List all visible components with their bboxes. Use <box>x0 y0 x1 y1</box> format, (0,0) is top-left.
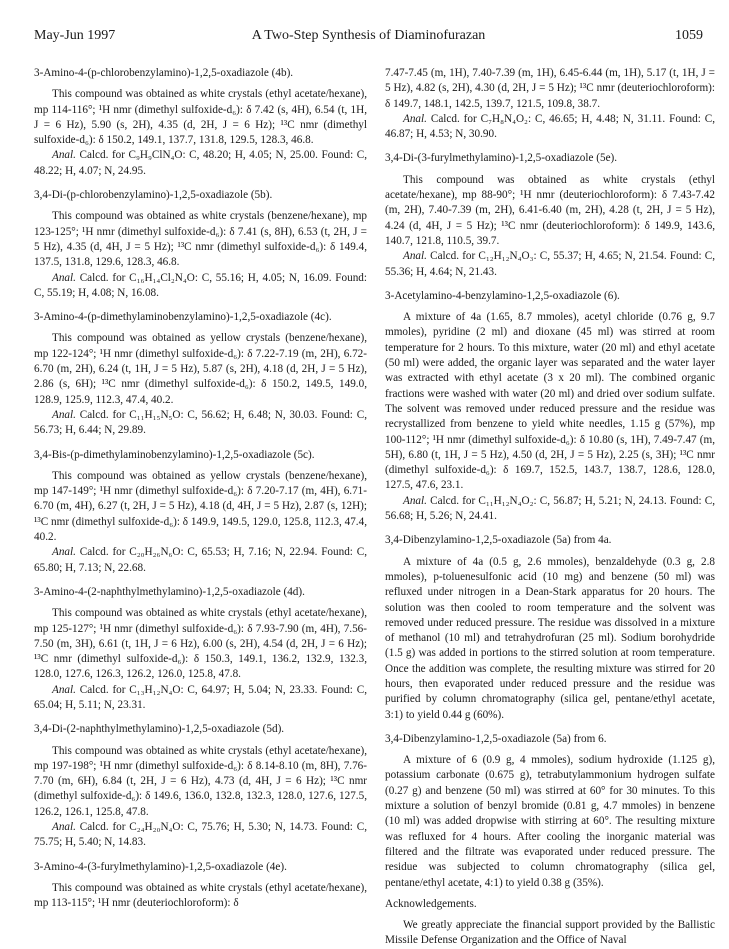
elemental-analysis-4d <box>34 683 367 714</box>
analysis-values: Calcd. for C₁₂H₁₂N₄O₃: C, 55.37; H, 4.65; N, 21.54. Found: C, 55.36; H, 4.64; N, 21.43. <box>385 250 715 278</box>
analysis-values: Calcd. for C₇H₈N₄O₂: C, 46.65; H, 4.48; N, 31.11. Found: C, 46.87; H, 4.53; N, 30.90. <box>385 112 715 141</box>
anal-label: Anal. <box>52 149 76 162</box>
analysis-values: Calcd. for C₂₀H₂₆N₆O: C, 65.53; H, 7.16; N, 22.94. Found: C, 65.80; H, 7.13; N, 22.68. <box>34 546 367 574</box>
anal-label: Anal. <box>403 112 427 125</box>
anal-label: Anal. <box>403 250 427 263</box>
compound-heading-4d: 3-Amino-4-(2-naphthylmethylamino)-1,2,5-oxadiazole (4d). <box>34 585 305 598</box>
analysis-values: Calcd. for C₉H₉ClN₄O: C, 48.20; H, 4.05; N, 25.00. Found: C, 48.22; H, 4.07; N, 24.95. <box>34 149 367 177</box>
compound-heading-6: 3-Acetylamino-4-benzylamino-1,2,5-oxadiazole (6). <box>385 289 620 302</box>
compound-heading-4e: 3-Amino-4-(3-furylmethylamino)-1,2,5-oxadiazole (4e). <box>34 860 287 873</box>
compound-description-4e-continued: 7.47-7.45 (m, 1H), 7.40-7.39 (m, 1H), 6.45-6.44 (m, 1H), 5.17 (t, 1H, J = 5 Hz), 4.82 (s, 2H), 4.30 (d, 2H, J = 5 Hz); ¹³C nmr (deuteriochloroform): δ 149.7, 148.1, 142.5, 139.7, 121.5, 109.8, 38.7. <box>385 67 715 110</box>
compound-heading-4c: 3-Amino-4-(p-dimethylaminobenzylamino)-1,2,5-oxadiazole (4c). <box>34 311 332 324</box>
spacer <box>385 723 715 732</box>
page-number: 1059 <box>675 28 703 43</box>
compound-description-5e: This compound was obtained as white crystals (ethyl acetate/hexane), mp 88-90°; ¹H nmr (deuteriochloroform): δ 7.43-7.42 (m, 2H), 7.40-7.39 (m, 2H), 6.41-6.40 (m, 2H), 4.28 (t, 2H, J = 5 Hz), 4.24 (d, 4H, J = 5 Hz); ¹³C nmr (deuteriochloroform): δ 149.9, 143.6, 140.7, 121.8, 110.5, 39.7. <box>385 173 715 247</box>
procedure-5a-from-4a: A mixture of 4a (0.5 g, 2.6 mmoles), benzaldehyde (0.3 g, 2.8 mmoles), p-toluenesulfonic acid (10 mg) and benzene (50 ml) was refluxed under nitrogen in a Dean-Stark apparatus for 20 hours. The solution was then cooled to room temperature and the solvent was removed under reduced pressure. The residue was dissolved in a mixture of methanol (10 ml) and tetrahydrofuran (25 ml). Sodium borohydride (1.5 g) was added in portions to the stirred solution at room temperature. Once the addition was complete, the resulting mixture was stirred for 20 hours, then evaporated under reduced pressure and the residue was purified by column chromatography (silica gel, pentane/ethyl acetate, 3:1) to yield 0.44 g (60%). <box>385 555 715 721</box>
analysis-values: Calcd. for C₁₃H₁₂N₄O: C, 64.97; H, 5.04; N, 23.33. Found: C, 65.04; H, 5.11; N, 23.31. <box>34 683 367 711</box>
anal-label: Anal. <box>52 408 76 421</box>
compound-description-5b: This compound was obtained as white crystals (benzene/hexane), mp 123-125°; ¹H nmr (dimethyl sulfoxide-d₆): δ 7.41 (s, 8H), 6.53 (t, 2H, J = 5 Hz), 4.35 (d, 4H, J = 5 Hz); ¹³C nmr (dimethyl sulfoxide-d₆): δ 149.4, 137.5, 131.8, 129.6, 128.3, 46.8. <box>34 210 367 269</box>
elemental-analysis-5e <box>385 249 715 280</box>
compound-description-4b: This compound was obtained as white crystals (ethyl acetate/hexane), mp 114-116°; ¹H nmr (dimethyl sulfoxide-d₆): δ 7.42 (s, 4H), 6.54 (t, 1H, J = 6 Hz), 5.90 (s, 2H), 4.35 (d, 2H, J = 6 Hz); ¹³C nmr (dimethyl sulfoxide-d₆): δ 150.2, 149.1, 137.7, 131.8, 129.5, 128.3, 46.8. <box>34 88 367 147</box>
analysis-values: Calcd. for C₁₆H₁₄Cl₂N₄O: C, 55.16; H, 4.05; N, 16.09. Found: C, 55.19; H, 4.08; N, 16.08. <box>34 271 367 299</box>
compound-description-4c: This compound was obtained as yellow crystals (benzene/hexane), mp 122-124°; ¹H nmr (dimethyl sulfoxide-d₆): δ 7.22-7.19 (m, 2H), 6.72-6.70 (m, 2H), 6.24 (t, 1H, J = 5 Hz), 5.87 (s, 2H), 4.18 (d, 2H, J = 5 Hz), 2.86 (s, 6H); ¹³C nmr (dimethyl sulfoxide-d₆): δ 150.2, 149.5, 149.0, 128.9, 125.9, 112.3, 47.4, 40.2. <box>34 332 367 406</box>
issue-date: May-Jun 1997 <box>34 28 116 43</box>
analysis-values: Calcd. for C₁₁H₁₂N₄O₂: C, 56.87; H, 5.21; N, 24.13. Found: C, 56.68; H, 5.26; N, 24.41. <box>385 494 715 523</box>
anal-label: Anal. <box>52 546 76 559</box>
compound-heading-5b: 3,4-Di-(p-chlorobenzylamino)-1,2,5-oxadiazole (5b). <box>34 189 273 202</box>
analysis-values: Calcd. for C₂₄H₂₀N₄O: C, 75.76; H, 5.30; N, 14.73. Found: C, 75.75; H, 5.40; N, 14.83. <box>34 821 367 849</box>
anal-label: Anal. <box>403 494 427 507</box>
compound-heading-5c: 3,4-Bis-(p-dimethylaminobenzylamino)-1,2,5-oxadiazole (5c). <box>34 448 315 461</box>
elemental-analysis-4e <box>385 112 715 143</box>
running-title: A Two-Step Synthesis of Diaminofurazan <box>251 28 486 43</box>
analysis-values: Calcd. for C₁₁H₁₅N₅O: C, 56.62; H, 6.48; N, 30.03. Found: C, 56.73; H, 6.44; N, 29.89. <box>34 408 367 437</box>
anal-label: Anal. <box>52 271 76 284</box>
compound-heading-4b: 3-Amino-4-(p-chlorobenzylamino)-1,2,5-oxadiazole (4b). <box>34 67 294 79</box>
compound-heading-5d: 3,4-Di-(2-naphthylmethylamino)-1,2,5-oxadiazole (5d). <box>34 723 285 736</box>
left-column <box>34 66 367 912</box>
compound-description-4d: This compound was obtained as white crystals (ethyl acetate/hexane), mp 125-127°; ¹H nmr (dimethyl sulfoxide-d₆): δ 7.93-7.90 (m, 4H), 7.56-7.50 (m, 3H), 6.61 (t, 1H, J = 6 Hz), 6.00 (s, 2H), 4.54 (d, 2H, J = 6 Hz); ¹³C nmr (dimethyl sulfoxide-d₆): δ 150.3, 149.1, 136.2, 132.9, 132.3, 128.0, 127.6, 126.3, 126.2, 126.0, 125.8, 47.8. <box>34 607 367 681</box>
elemental-analysis-5c <box>34 545 367 576</box>
elemental-analysis-4b <box>34 148 367 179</box>
procedure-6: A mixture of 4a (1.65, 8.7 mmoles), acetyl chloride (0.76 g, 9.7 mmoles), pyridine (2 ml) and dioxane (45 ml) was stirred at room temperature for 2 hours. To this mixture, water (20 ml) and ethyl acetate (50 ml) were added, the organic layer was separated and the water layer was extracted with ethyl acetate (3 x 20 ml). The combined organic fractions were washed with water (20 ml) and dried over sodium sulfate. The solvent was removed under reduced pressure and the residue was recrystallized from benzene to yield white needles, 1.15 g (57%), mp 100-112°; ¹H nmr (dimethyl sulfoxide-d₆): δ 10.80 (s, 1H), 7.49-7.47 (m, 5H), 6.80 (t, 1H, J = 5 Hz), 4.50 (d, 2H, J = 5 Hz), 2.25 (s, 3H); ¹³C nmr (dimethyl sulfoxide-d₆): δ 169.7, 152.5, 143.7, 138.7, 128.6, 128.0, 127.5, 47.6, 23.1. <box>385 311 715 492</box>
running-header <box>34 26 703 46</box>
procedure-5a-from-6: A mixture of 6 (0.9 g, 4 mmoles), sodium hydroxide (1.125 g), potassium carbonate (0.675 g), tetrabutylammonium hydrogen sulfate (0.27 g) and benzene (50 ml) was stirred at 60° for 30 minutes. To this mixture a solution of benzyl bromide (0.81 g, 4.7 mmoles) in benzene (10 ml) was added dropwise with stirring at 60°. The resulting mixture was refluxed for 4 hours. After cooling the inorganic material was filtered and the filtrate was evaporated under reduced pressure. The residue was subjected to column chromatography (silica gel, pentane/ethyl acetate, 4:1) to yield 0.38 g (35%). <box>385 754 715 889</box>
elemental-analysis-4c <box>34 408 367 439</box>
compound-heading-5e: 3,4-Di-(3-furylmethylamino)-1,2,5-oxadiazole (5e). <box>385 152 618 165</box>
elemental-analysis-5b <box>34 271 367 302</box>
acknowledgements-text: We greatly appreciate the financial support provided by the Ballistic Missile Defense Organization and the Office of Naval <box>385 919 715 947</box>
anal-label: Anal. <box>52 821 76 834</box>
elemental-analysis-6 <box>385 494 715 525</box>
right-column <box>385 66 715 949</box>
compound-description-5d: This compound was obtained as white crystals (ethyl acetate/hexane), mp 197-198°; ¹H nmr (dimethyl sulfoxide-d₆): δ 8.14-8.10 (m, 8H), 7.76-7.70 (m, 6H), 6.84 (t, 2H, J = 6 Hz), 4.73 (d, 4H, J = 6 Hz); ¹³C nmr (dimethyl sulfoxide-d₆): δ 149.6, 136.0, 132.8, 132.3, 128.0, 127.6, 127.5, 126.2, 126.1, 125.8, 47.8. <box>34 744 367 818</box>
anal-label: Anal. <box>52 683 76 696</box>
compound-description-5c: This compound was obtained as yellow crystals (benzene/hexane), mp 147-149°; ¹H nmr (dimethyl sulfoxide-d₆): δ 7.20-7.17 (m, 4H), 6.71-6.70 (m, 4H), 6.27 (t, 2H, J = 5 Hz), 4.18 (d, 4H, J = 5 Hz), 2.87 (s, 12H); ¹³C nmr (dimethyl sulfoxide-d₆): δ 149.9, 149.5, 129.0, 125.8, 112.3, 47.4, 40.2. <box>34 469 367 544</box>
compound-heading-5a-from-6: 3,4-Dibenzylamino-1,2,5-oxadiazole (5a) from 6. <box>385 732 607 745</box>
compound-description-4e: This compound was obtained as white crystals (ethyl acetate/hexane), mp 113-115°; ¹H nmr (deuteriochloroform): δ <box>34 881 367 910</box>
acknowledgements-heading: Acknowledgements. <box>385 897 477 910</box>
elemental-analysis-5d <box>34 820 367 851</box>
compound-heading-5a-from-4a: 3,4-Dibenzylamino-1,2,5-oxadiazole (5a) from 4a. <box>385 534 612 547</box>
